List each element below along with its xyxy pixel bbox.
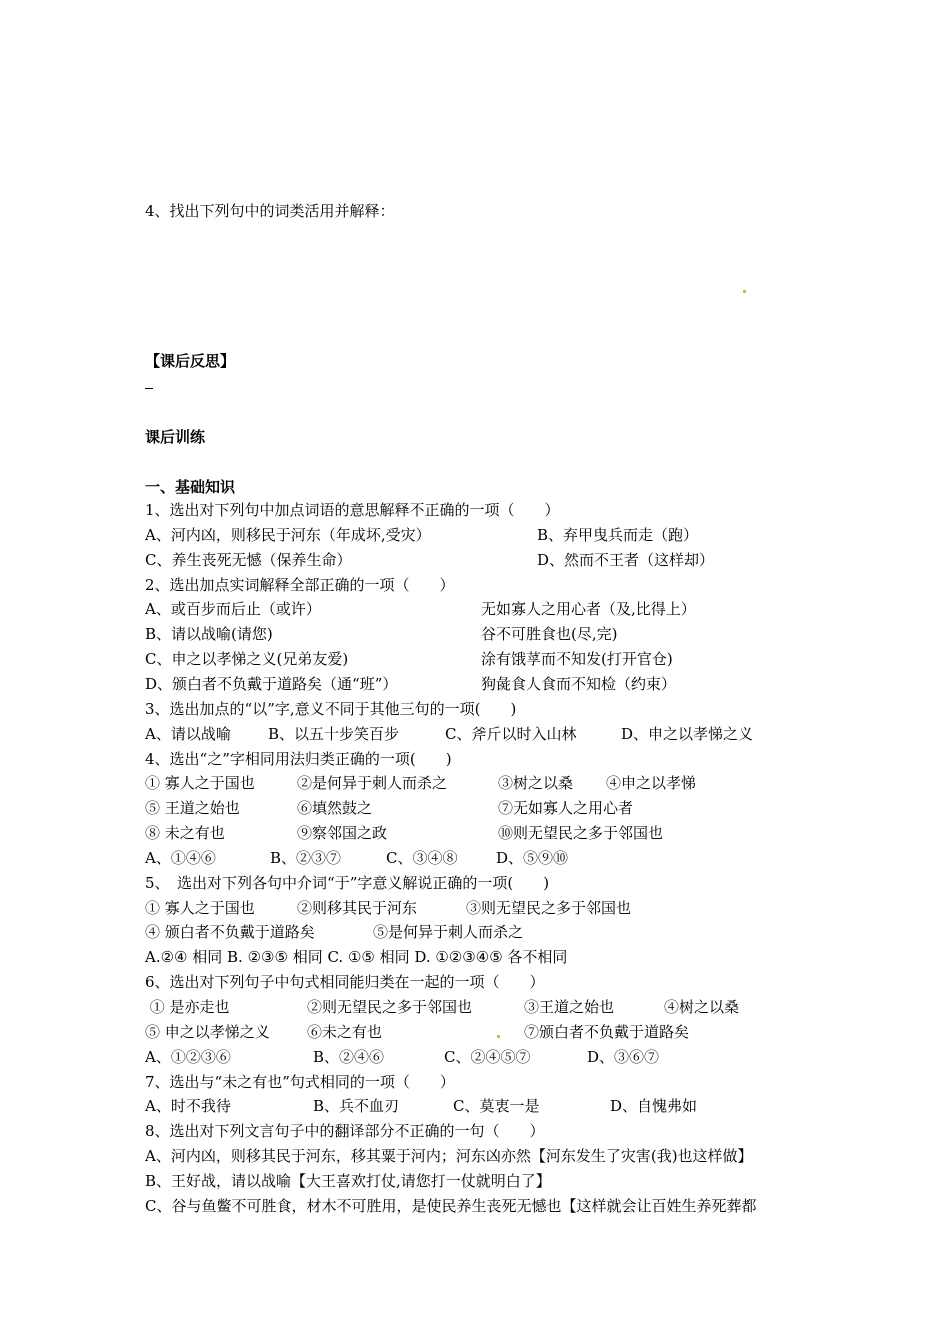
- line-segment-c: ③王道之始也: [524, 998, 615, 1016]
- line-segment-a: A、①②③⑥: [145, 1048, 231, 1066]
- line-segment-b: ⑥填然鼓之: [297, 799, 373, 817]
- question-line: [145, 550, 825, 570]
- line-segment-b: ②是何异于刺人而杀之: [297, 774, 448, 792]
- question-line: [145, 749, 825, 769]
- line-segment-c: ③则无望民之多于邻国也: [466, 899, 632, 917]
- line-segment-c: ③树之以桑: [498, 774, 574, 792]
- fill-item: [145, 176, 825, 196]
- line-segment-d: D、③⑥⑦: [587, 1048, 660, 1066]
- divider: [145, 388, 153, 389]
- line-segment-b: ⑥未之有也: [307, 1023, 383, 1041]
- question-4-title: 4、找出下列句中的词类活用并解释：: [145, 202, 395, 220]
- question-line: [145, 1146, 825, 1166]
- line-segment-a: B、王好战，请以战喻【大王喜欢打仗,请您打一仗就明白了】: [145, 1172, 551, 1190]
- line-segment-a: 3、选出加点的“以”字,意义不同于其他三句的一项( ): [145, 700, 517, 718]
- question-line: [145, 674, 825, 694]
- question-line: [145, 972, 825, 992]
- q4-item: [145, 251, 825, 271]
- line-segment-a: ④ 颁白者不负戴于道路矣: [145, 923, 315, 941]
- line-segment-b: ⑨察邻国之政: [297, 824, 388, 842]
- line-segment-a: A、①④⑥: [145, 849, 216, 867]
- line-segment-a: A、时不我待: [145, 1097, 231, 1115]
- question-line: [145, 1096, 825, 1116]
- line-segment-d: ④树之以桑: [664, 998, 740, 1016]
- line-segment-b: 涂有饿莩而不知发(打开官仓): [481, 650, 673, 668]
- line-segment-a: A、河内凶，则移民于河东（年成坏,受灾）: [145, 526, 431, 544]
- question-line: [145, 1072, 825, 1092]
- question-line: [145, 1171, 825, 1191]
- line-segment-a: C、谷与鱼鳖不可胜食，材木不可胜用，是使民养生丧死无憾也【这样就会让百姓生养死葬都: [145, 1197, 757, 1215]
- speck: [497, 1035, 500, 1038]
- question-line: [145, 823, 825, 843]
- section-title: 一、基础知识: [145, 478, 236, 496]
- question-line: [145, 1121, 825, 1141]
- line-segment-d: D、⑤⑨⑩: [496, 849, 569, 867]
- question-line: [145, 724, 825, 744]
- question-line: [145, 1022, 825, 1042]
- line-segment-b: 谷不可胜食也(尽,完): [481, 625, 618, 643]
- line-segment-a: ① 是亦走也: [145, 998, 230, 1016]
- line-segment-a: A.②④ 相同 B. ②③⑤ 相同 C. ①⑤ 相同 D. ①②③④⑤ 各不相同: [145, 948, 568, 966]
- question-line: [145, 848, 825, 868]
- line-segment-b: ②则无望民之多于邻国也: [307, 998, 473, 1016]
- line-segment-c: C、②④⑤⑦: [444, 1048, 531, 1066]
- q4-item: [145, 276, 825, 296]
- line-segment-b: 狗彘食人食而不知检（约束）: [481, 675, 677, 693]
- line-segment-a: ① 寡人之于国也: [145, 899, 255, 917]
- line-segment-c: ⑦颁白者不负戴于道路矣: [524, 1023, 690, 1041]
- line-segment-b: B、以五十步笑百步: [268, 725, 400, 743]
- line-segment-b: ②则移其民于河东: [297, 899, 418, 917]
- line-segment-a: C、申之以孝悌之义(兄弟友爱): [145, 650, 349, 668]
- question-line: [145, 873, 825, 893]
- question-line: [145, 599, 825, 619]
- question-line: [145, 898, 825, 918]
- question-line: [145, 773, 825, 793]
- line-segment-c: ⑩则无望民之多于邻国也: [498, 824, 664, 842]
- line-segment-a: ⑧ 未之有也: [145, 824, 225, 842]
- line-segment-c: C、莫衷一是: [453, 1097, 540, 1115]
- line-segment-a: 8、选出对下列文言句子中的翻译部分不正确的一句（ ）: [145, 1122, 545, 1140]
- question-line: [145, 997, 825, 1017]
- line-segment-a: ⑤ 王道之始也: [145, 799, 240, 817]
- line-segment-b: B、②③⑦: [270, 849, 342, 867]
- fill-item: [145, 151, 825, 171]
- line-segment-a: ⑤ 申之以孝悌之义: [145, 1023, 270, 1041]
- line-segment-a: 7、选出与“未之有也”句式相同的一项（ ）: [145, 1073, 455, 1091]
- line-segment-a: 6、选出对下列句子中句式相同能归类在一起的一项（ ）: [145, 973, 545, 991]
- training-title: 课后训练: [145, 428, 206, 446]
- line-segment-b: D、然而不王者（这样却）: [537, 551, 715, 569]
- line-segment-a: A、请以战喻: [145, 725, 231, 743]
- line-segment-a: A、或百步而后止（或许）: [145, 600, 321, 618]
- line-segment-b: B、②④⑥: [313, 1048, 385, 1066]
- question-line: [145, 575, 825, 595]
- line-segment-a: C、养生丧死无憾（保养生命）: [145, 551, 352, 569]
- line-segment-d: D、申之以孝悌之义: [621, 725, 754, 743]
- question-line: [145, 947, 825, 967]
- question-line: [145, 624, 825, 644]
- question-line: [145, 525, 825, 545]
- line-segment-c: C、③④⑧: [386, 849, 458, 867]
- reflection-heading: 【课后反思】: [145, 352, 236, 370]
- question-line: [145, 699, 825, 719]
- line-segment-a: B、请以战喻(请您): [145, 625, 273, 643]
- speck: [743, 290, 746, 293]
- line-segment-a: ① 寡人之于国也: [145, 774, 255, 792]
- line-segment-a: A、河内凶，则移其民于河东，移其粟于河内；河东凶亦然【河东发生了灾害(我)也这样做】: [145, 1147, 753, 1165]
- line-segment-d: ④申之以孝悌: [606, 774, 697, 792]
- question-line: [145, 922, 825, 942]
- question-line: [145, 500, 825, 520]
- q4-item: [145, 301, 825, 321]
- line-segment-b: B、弃甲曳兵而走（跑）: [537, 526, 699, 544]
- line-segment-a: 2、选出加点实词解释全部正确的一项（ ）: [145, 576, 455, 594]
- fill-item: [145, 126, 825, 146]
- line-segment-a: 5、 选出对下列各句中介词“于”字意义解说正确的一项( ): [145, 874, 550, 892]
- q4-item: [145, 226, 825, 246]
- line-segment-d: D、自愧弗如: [610, 1097, 698, 1115]
- q4-item: [145, 326, 825, 346]
- question-line: [145, 1196, 825, 1216]
- line-segment-b: 无如寡人之用心者（及,比得上）: [481, 600, 696, 618]
- line-segment-b: B、兵不血刃: [313, 1097, 400, 1115]
- question-line: [145, 798, 825, 818]
- line-segment-c: C、斧斤以时入山林: [445, 725, 577, 743]
- line-segment-a: D、颁白者不负戴于道路矣（通“班”）: [145, 675, 398, 693]
- question-line: [145, 649, 825, 669]
- line-segment-b: ⑤是何异于刺人而杀之: [373, 923, 524, 941]
- line-segment-a: 4、选出“之”字相同用法归类正确的一项( ): [145, 750, 452, 768]
- line-segment-a: 1、选出对下列句中加点词语的意思解释不正确的一项（ ）: [145, 501, 560, 519]
- line-segment-c: ⑦无如寡人之用心者: [498, 799, 634, 817]
- question-line: [145, 1047, 825, 1067]
